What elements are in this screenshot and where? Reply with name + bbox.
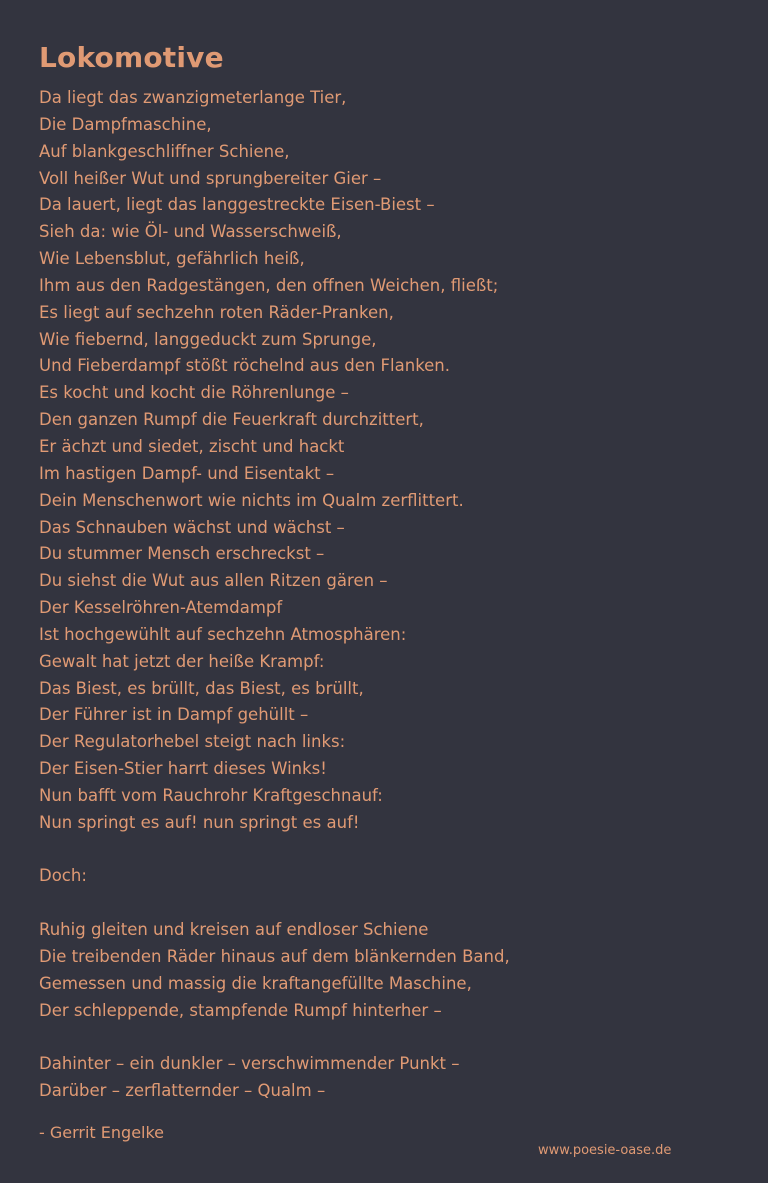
poem-line: Da liegt das zwanzigmeterlange Tier,	[39, 88, 347, 107]
poem-line: Das Schnauben wächst und wächst –	[39, 517, 345, 537]
poem-line: Voll heißer Wut und sprungbereiter Gier –	[39, 168, 382, 188]
poem-line: Es liegt auf sechzehn roten Räder-Pranken,	[39, 302, 394, 322]
poem-line: Nun bafft vom Rauchrohr Kraftgeschnauf:	[39, 785, 383, 805]
poem-line: Nun springt es auf! nun springt es auf!	[39, 812, 360, 832]
poem-line: Er ächzt und siedet, zischt und hackt	[39, 436, 345, 456]
poem-line: Dahinter – ein dunkler – verschwimmender Punkt –	[39, 1054, 460, 1074]
website-credit: www.poesie-oase.de	[538, 1143, 672, 1158]
poem-line: Der Eisen-Stier harrt dieses Winks!	[39, 759, 327, 779]
poem-line: Du stummer Mensch erschreckst –	[39, 544, 325, 564]
poem-line: Du siehst die Wut aus allen Ritzen gären –	[39, 571, 388, 591]
poem-line: Das Biest, es brüllt, das Biest, es brüllt,	[39, 678, 364, 698]
poem-line: Und Fieberdampf stößt röchelnd aus den Flanken.	[39, 356, 451, 376]
stanza-break	[39, 890, 510, 917]
poem-line: Sieh da: wie Öl- und Wasserschweiß,	[39, 222, 342, 242]
poem-line: Ruhig gleiten und kreisen auf endloser Schiene	[39, 920, 429, 940]
poem-line: Der Kesselröhren-Atemdampf	[39, 598, 283, 618]
poem-line: Der Regulatorhebel steigt nach links:	[39, 732, 346, 752]
poem-line: Wie Lebensblut, gefährlich heiß,	[39, 249, 305, 269]
stanza-break	[39, 1025, 510, 1052]
poem-line: Auf blankgeschliffner Schiene,	[39, 141, 290, 161]
poem-line: Gewalt hat jetzt der heiße Krampf:	[39, 651, 325, 671]
poem-author: - Gerrit Engelke	[39, 1123, 165, 1142]
poem-line: Wie fiebernd, langgeduckt zum Sprunge,	[39, 329, 377, 349]
poem-line: Doch:	[39, 866, 87, 886]
poem-line: Gemessen und massig die kraftangefüllte Maschine,	[39, 973, 472, 993]
poem-line: Die treibenden Räder hinaus auf dem blänkernden Band,	[39, 947, 510, 966]
poem-line: Der schleppende, stampfende Rumpf hinterher –	[39, 1000, 442, 1020]
poem-line: Die Dampfmaschine,	[39, 114, 212, 134]
poem-body	[39, 85, 510, 1105]
poem-line: Ihm aus den Radgestängen, den offnen Weichen, fließt;	[39, 275, 499, 295]
poem-line: Da lauert, liegt das langgestreckte Eisen-Biest –	[39, 195, 435, 215]
poem-line: Darüber – zerflatternder – Qualm –	[39, 1081, 326, 1101]
poem-line: Im hastigen Dampf- und Eisentakt –	[39, 463, 335, 483]
poem-title: Lokomotive	[39, 41, 224, 74]
poem-line: Dein Menschenwort wie nichts im Qualm zerflittert.	[39, 490, 464, 510]
stanza-break	[39, 837, 510, 864]
poem-line: Der Führer ist in Dampf gehüllt –	[39, 705, 309, 725]
poem-line: Den ganzen Rumpf die Feuerkraft durchzittert,	[39, 410, 424, 430]
poem-line: Es kocht und kocht die Röhrenlunge –	[39, 383, 349, 403]
poem-line: Ist hochgewühlt auf sechzehn Atmosphären:	[39, 624, 407, 644]
